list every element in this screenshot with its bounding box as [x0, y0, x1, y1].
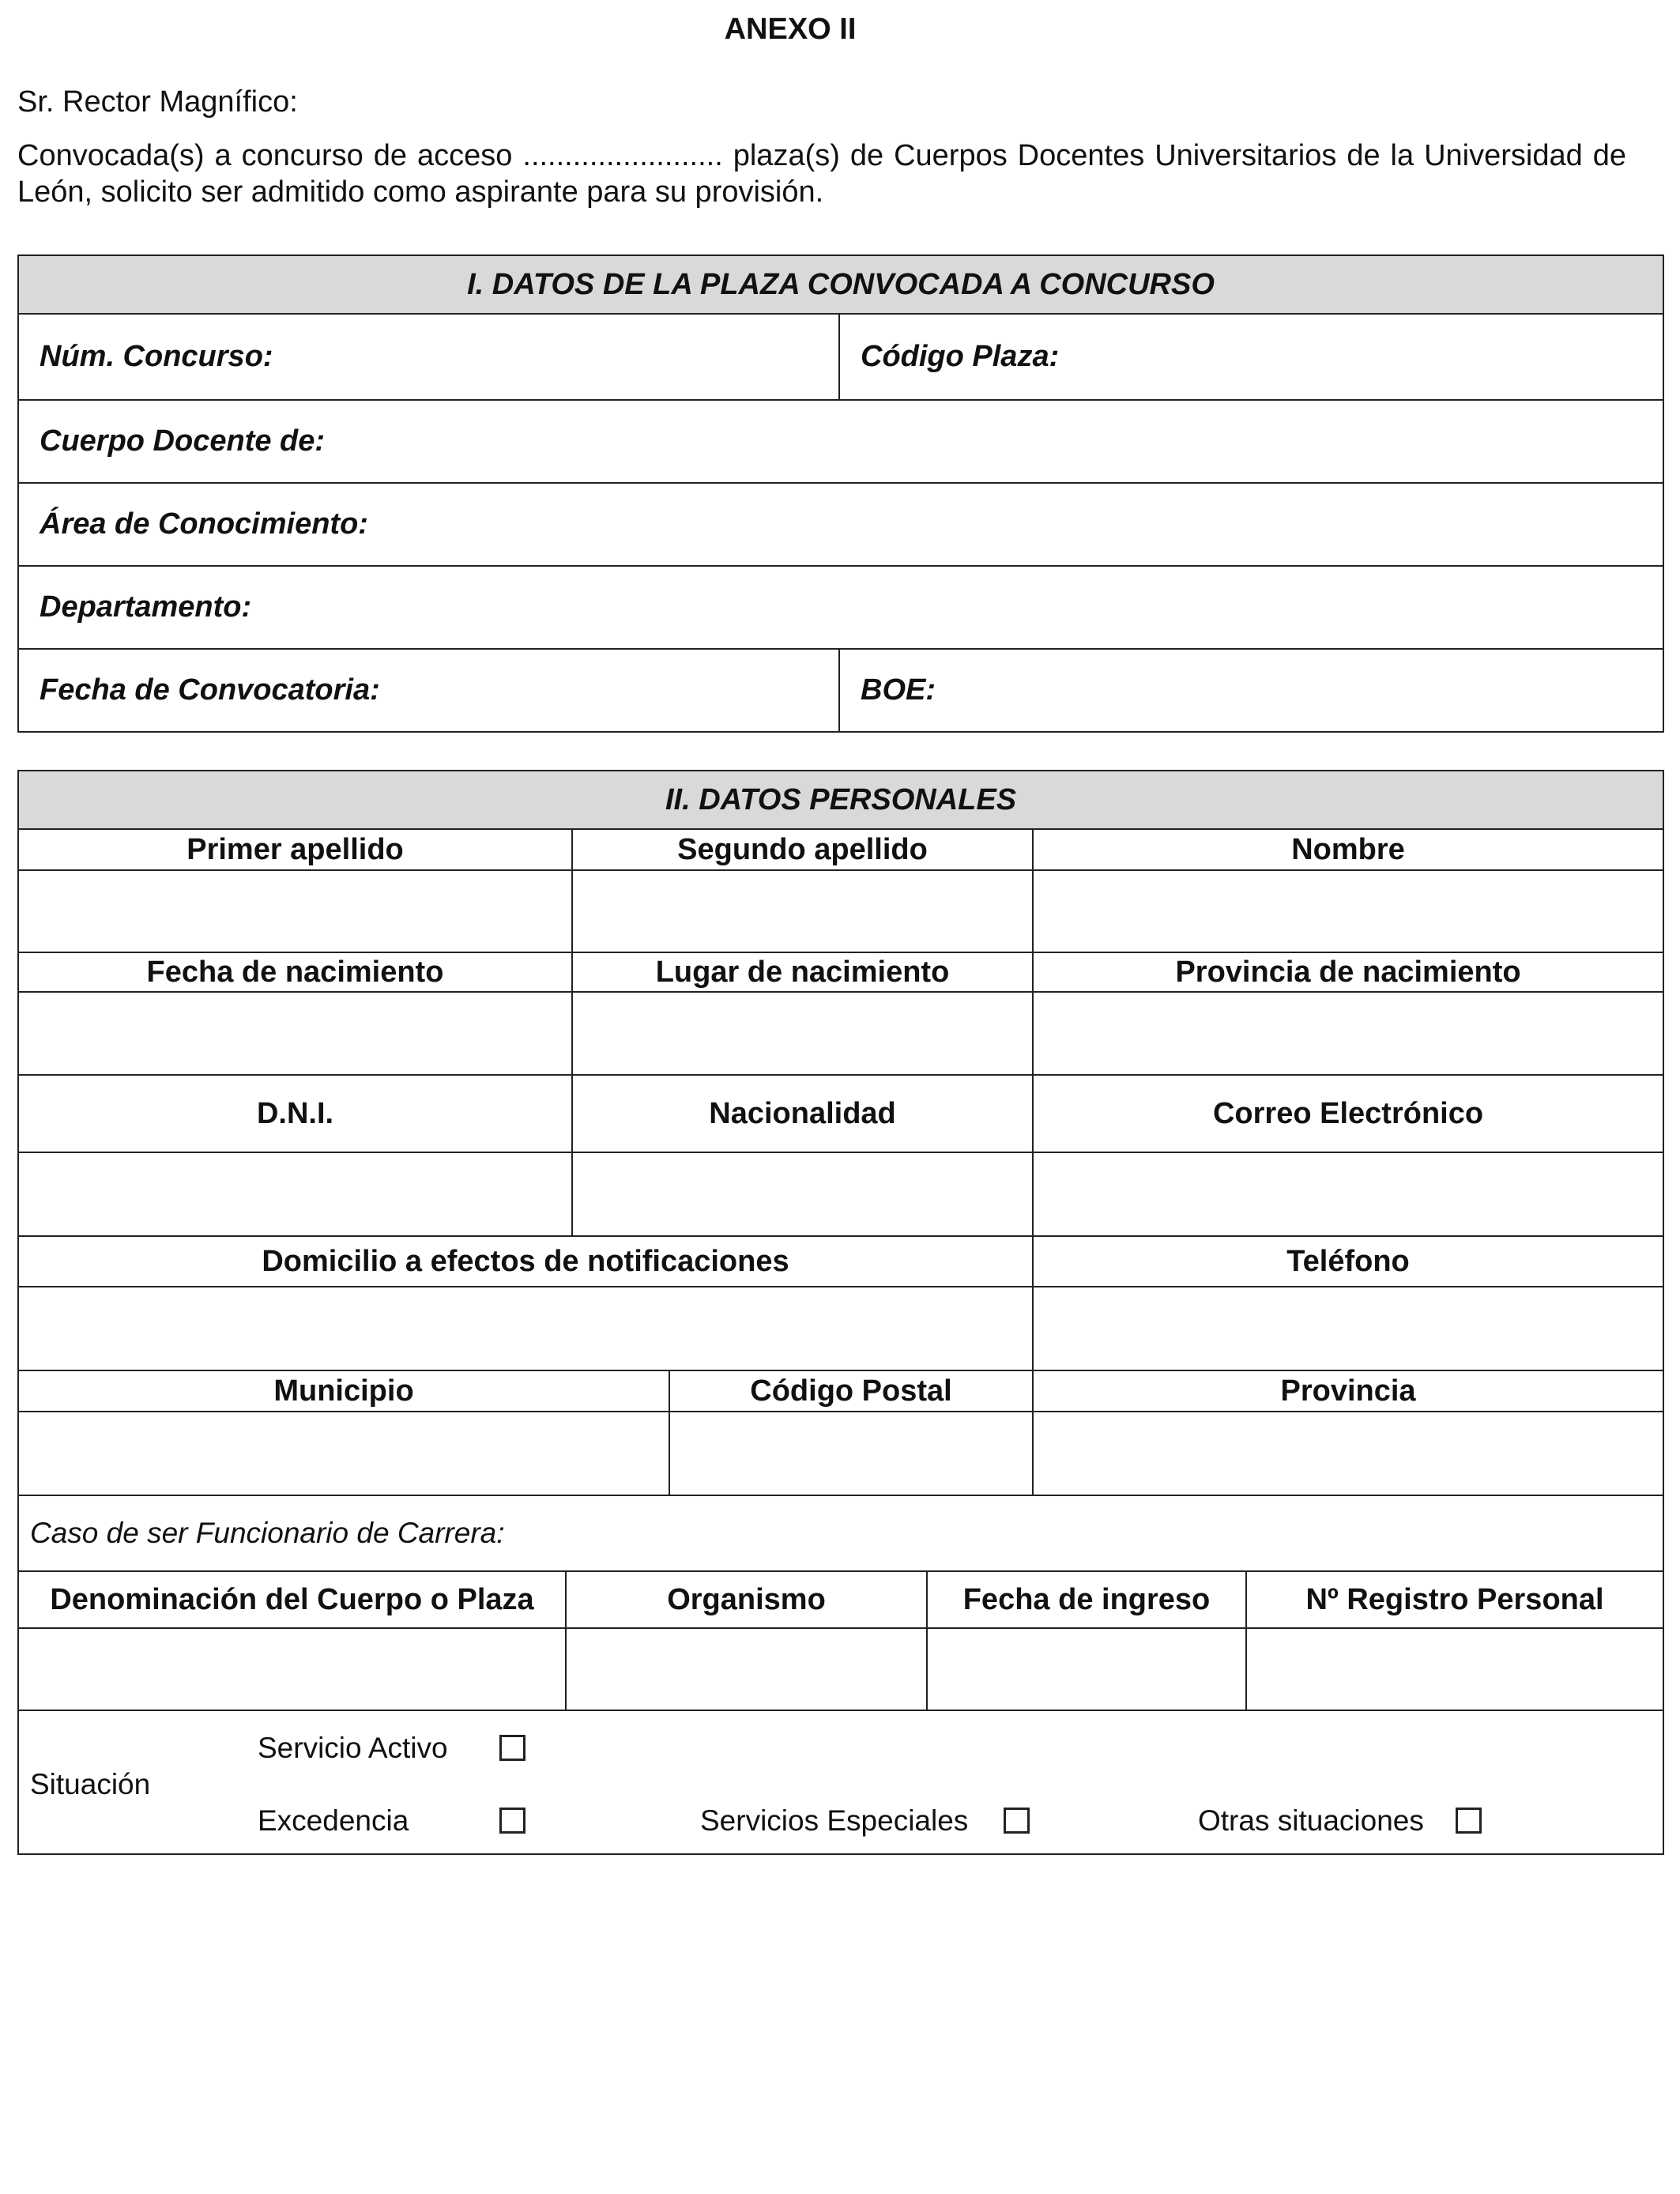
nacionalidad-label: Nacionalidad [572, 1075, 1033, 1152]
provincia-input[interactable] [1033, 1412, 1663, 1495]
telefono-input[interactable] [1033, 1287, 1663, 1370]
fecha-nacimiento-label: Fecha de nacimiento [18, 952, 572, 992]
fecha-convocatoria-field[interactable]: Fecha de Convocatoria: [18, 649, 839, 732]
provincia-nacimiento-input[interactable] [1033, 992, 1663, 1075]
segundo-apellido-label: Segundo apellido [572, 829, 1033, 870]
dni-label: D.N.I. [18, 1075, 572, 1152]
correo-label: Correo Electrónico [1033, 1075, 1663, 1152]
section-personal-header: II. DATOS PERSONALES [18, 771, 1663, 829]
cuerpo-docente-field[interactable]: Cuerpo Docente de: [18, 400, 1663, 483]
lugar-nacimiento-label: Lugar de nacimiento [572, 952, 1033, 992]
otras-situaciones-label: Otras situaciones [1198, 1804, 1424, 1837]
codigo-postal-input[interactable] [669, 1412, 1033, 1495]
organismo-label: Organismo [566, 1571, 927, 1628]
servicio-activo-label: Servicio Activo [258, 1732, 448, 1764]
fecha-nacimiento-input[interactable] [18, 992, 572, 1075]
servicios-especiales-checkbox[interactable] [1004, 1808, 1030, 1834]
num-concurso-field[interactable]: Núm. Concurso: [18, 314, 839, 400]
section-plaza-header: I. DATOS DE LA PLAZA CONVOCADA A CONCURSO [18, 255, 1663, 314]
area-conocimiento-field[interactable]: Área de Conocimiento: [18, 483, 1663, 566]
servicio-activo-checkbox[interactable] [499, 1735, 525, 1761]
document-title: ANEXO II [724, 13, 857, 46]
departamento-field[interactable]: Departamento: [18, 566, 1663, 649]
codigo-plaza-field[interactable]: Código Plaza: [839, 314, 1663, 400]
primer-apellido-input[interactable] [18, 870, 572, 952]
nacionalidad-input[interactable] [572, 1152, 1033, 1236]
situacion-label: Situación [30, 1768, 151, 1800]
domicilio-input[interactable] [18, 1287, 1033, 1370]
denominacion-input[interactable] [18, 1628, 566, 1710]
situacion-cell [18, 1710, 1663, 1854]
domicilio-label: Domicilio a efectos de notificaciones [18, 1236, 1033, 1287]
funcionario-note: Caso de ser Funcionario de Carrera: [18, 1495, 1663, 1571]
nombre-label: Nombre [1033, 829, 1663, 870]
telefono-label: Teléfono [1033, 1236, 1663, 1287]
fecha-ingreso-label: Fecha de ingreso [927, 1571, 1246, 1628]
section-plaza-table [17, 254, 1664, 733]
municipio-label: Municipio [18, 1370, 669, 1412]
intro-paragraph: Convocada(s) a concurso de acceso ........................ plaza(s) de Cuerpos Docentes Universitarios de la Universidad de León, solicito ser admitido como aspirante para su provisión. [17, 139, 1626, 209]
excedencia-label: Excedencia [258, 1804, 409, 1837]
fecha-ingreso-input[interactable] [927, 1628, 1246, 1710]
denominacion-label: Denominación del Cuerpo o Plaza [18, 1571, 566, 1628]
boe-field[interactable]: BOE: [839, 649, 1663, 732]
otras-situaciones-checkbox[interactable] [1456, 1808, 1482, 1834]
servicios-especiales-label: Servicios Especiales [700, 1804, 969, 1837]
salutation: Sr. Rector Magnífico: [17, 85, 298, 119]
lugar-nacimiento-input[interactable] [572, 992, 1033, 1075]
nombre-input[interactable] [1033, 870, 1663, 952]
section-personal-table [17, 770, 1664, 1855]
dni-input[interactable] [18, 1152, 572, 1236]
registro-personal-label: Nº Registro Personal [1246, 1571, 1663, 1628]
organismo-input[interactable] [566, 1628, 927, 1710]
municipio-input[interactable] [18, 1412, 669, 1495]
segundo-apellido-input[interactable] [572, 870, 1033, 952]
provincia-nacimiento-label: Provincia de nacimiento [1033, 952, 1663, 992]
correo-input[interactable] [1033, 1152, 1663, 1236]
excedencia-checkbox[interactable] [499, 1808, 525, 1834]
codigo-postal-label: Código Postal [669, 1370, 1033, 1412]
primer-apellido-label: Primer apellido [18, 829, 572, 870]
registro-personal-input[interactable] [1246, 1628, 1663, 1710]
provincia-label: Provincia [1033, 1370, 1663, 1412]
